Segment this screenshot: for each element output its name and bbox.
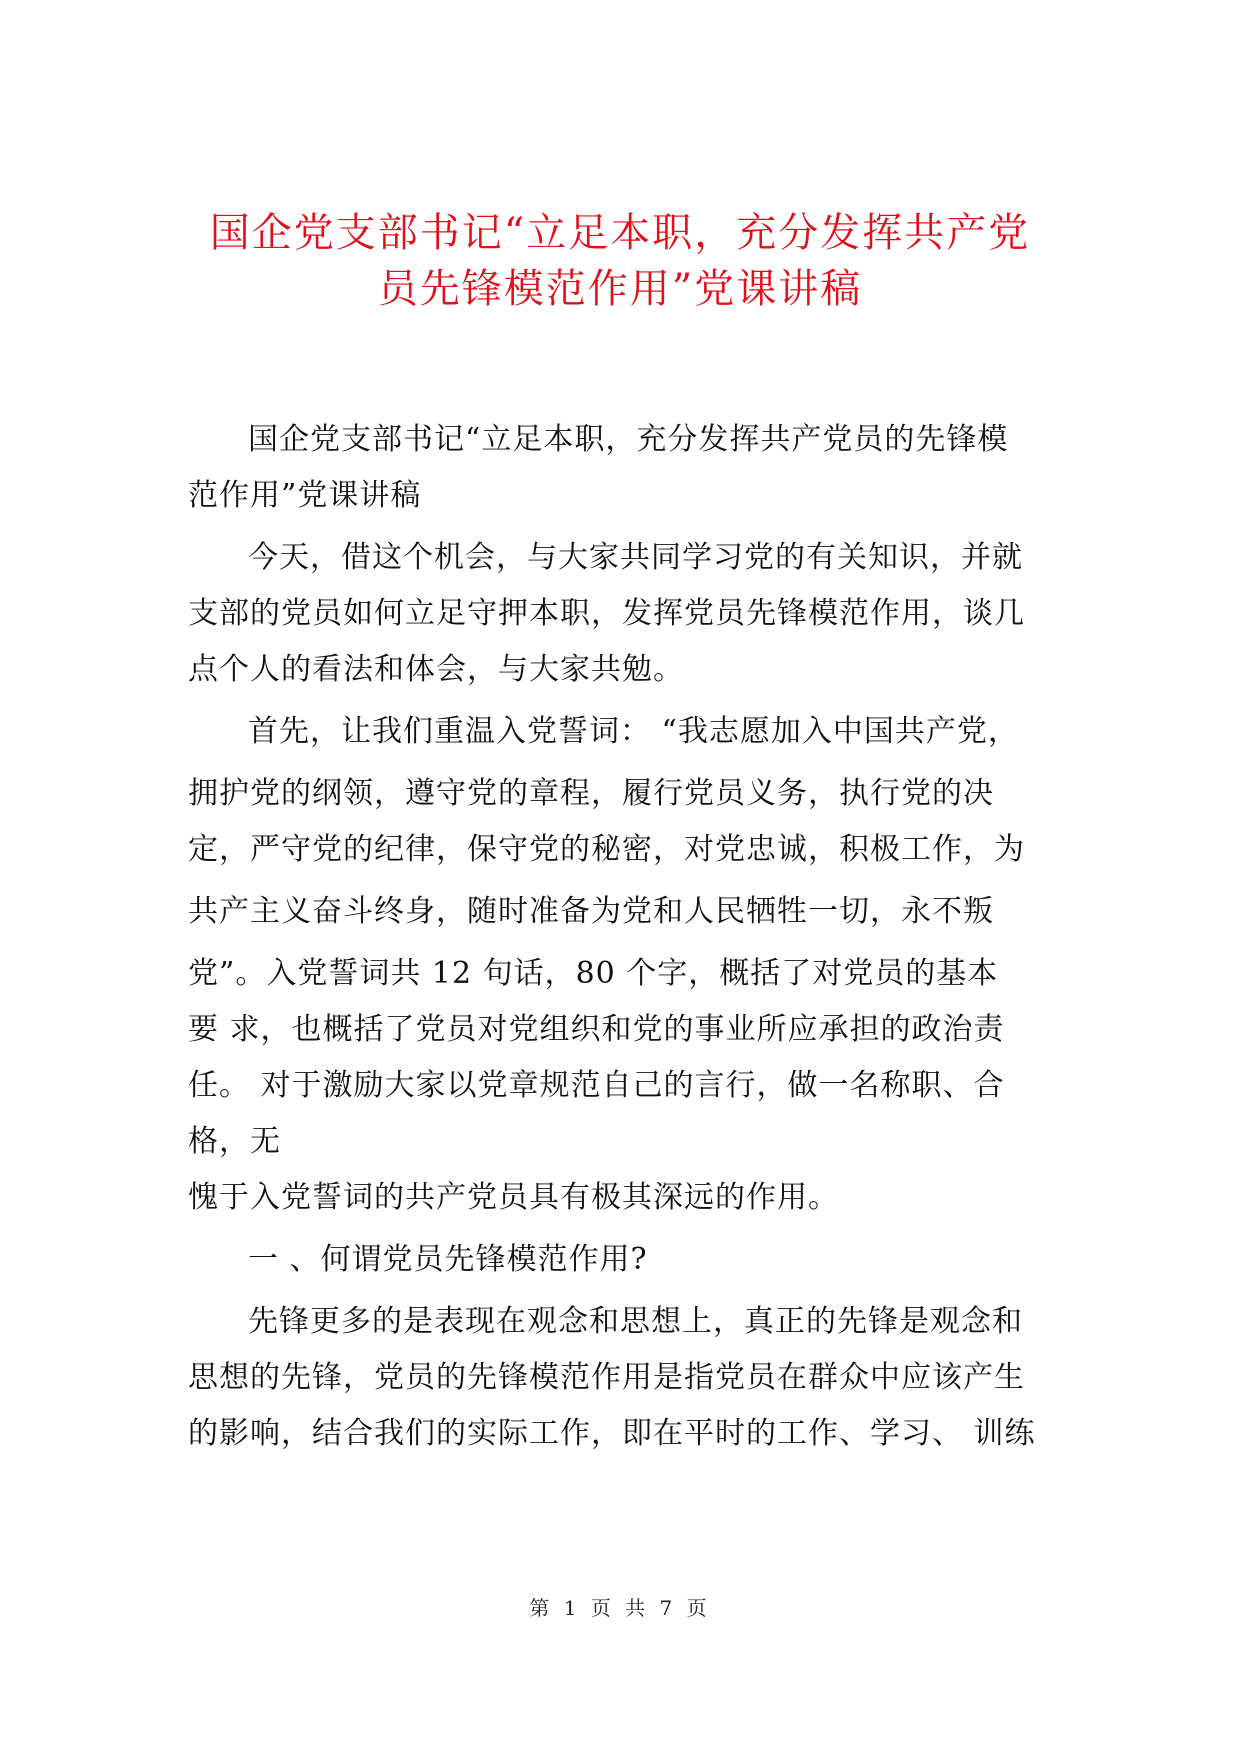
body-line: 范作用”党课讲稿 xyxy=(188,478,422,513)
body-line: 支部的党员如何立足守押本职，发挥党员先锋模范作用，谈几 xyxy=(188,596,1025,631)
title-line-1: 国企党支部书记“立足本职，充分发挥共产党 xyxy=(209,210,1031,256)
body-line: 格，无 xyxy=(188,1124,281,1159)
body-line: 国企党支部书记“立足本职，充分发挥共产党员的先锋模 xyxy=(248,422,1009,457)
body-line: 今天，借这个机会，与大家共同学习党的有关知识，并就 xyxy=(248,540,1023,575)
document-title xyxy=(160,205,1080,317)
body-line: 的影响，结合我们的实际工作，即在平时的工作、学习、 训练 xyxy=(188,1416,1036,1451)
body-line: 思想的先锋，党员的先锋模范作用是指党员在群众中应该产生 xyxy=(188,1360,1025,1395)
title-line-2: 员先锋模范作用”党课讲稿 xyxy=(377,266,863,312)
body-line: 先锋更多的是表现在观念和思想上，真正的先锋是观念和 xyxy=(248,1304,1023,1339)
section-heading: 一 、何谓党员先锋模范作用? xyxy=(248,1242,648,1277)
body-line: 共产主义奋斗终身，随时准备为党和人民牺牲一切，永不叛 xyxy=(188,894,994,929)
page-number-footer: 第 1 页 共 7 页 xyxy=(529,1596,711,1620)
body-line: 定，严守党的纪律，保守党的秘密，对党忠诚，积极工作，为 xyxy=(188,832,1025,867)
body-line: 要 求，也概括了党员对党组织和党的事业所应承担的政治责 xyxy=(188,1012,1005,1047)
body-line: 点个人的看法和体会，与大家共勉。 xyxy=(188,652,684,687)
body-line: 首先，让我们重温入党誓词： “我志愿加入中国共产党， xyxy=(248,714,1019,749)
body-line: 党”。入党誓词共 12 句话，80 个字，概括了对党员的基本 xyxy=(188,956,999,991)
body-line: 愧于入党誓词的共产党员具有极其深远的作用。 xyxy=(188,1180,839,1215)
document-body xyxy=(188,412,1068,1462)
body-line: 任。 对于激励大家以党章规范自己的言行，做一名称职、合 xyxy=(188,1068,1005,1103)
body-line: 拥护党的纲领，遵守党的章程，履行党员义务，执行党的决 xyxy=(188,776,994,811)
